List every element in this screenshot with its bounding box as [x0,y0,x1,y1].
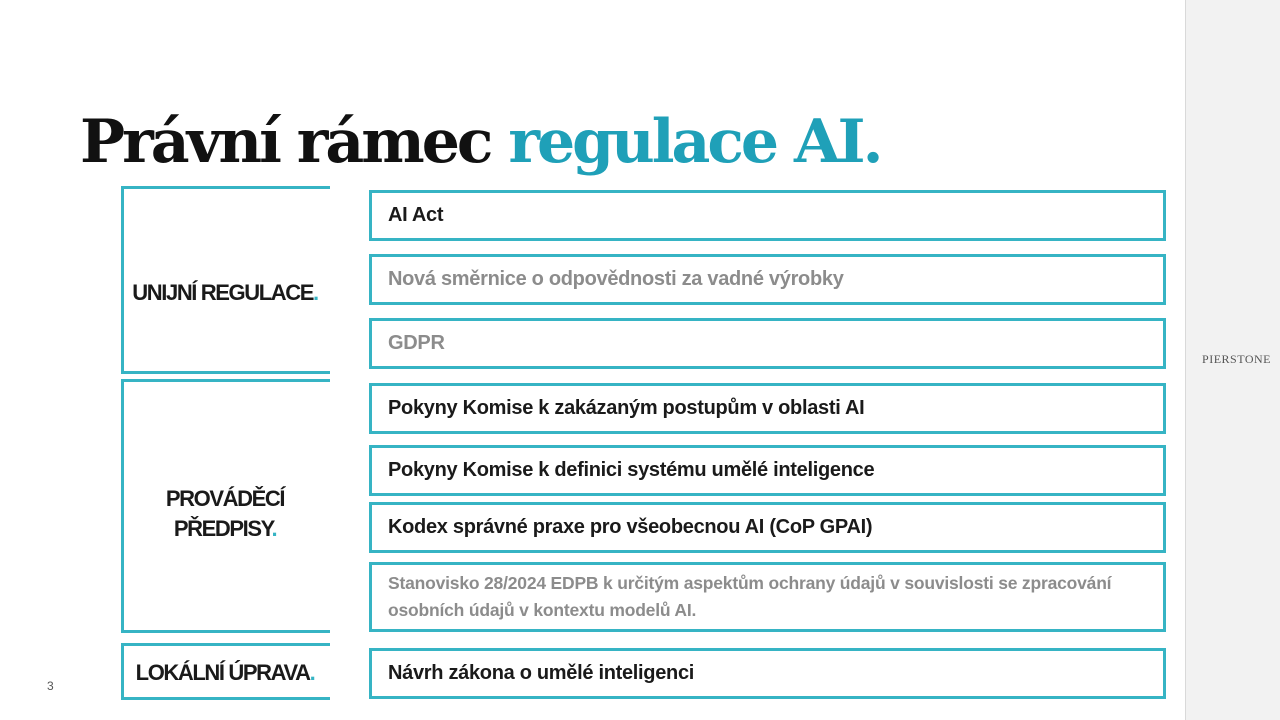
slide-title [80,104,881,180]
item-gpai-code-of-practice: Kodex správné praxe pro všeobecnou AI (CoP GPAI) [369,502,1166,553]
item-ai-act: AI Act [369,190,1166,241]
side-panel [1185,0,1280,720]
item-prohibited-practices-guidelines: Pokyny Komise k zakázaným postupům v oblasti AI [369,383,1166,434]
item-draft-ai-act-law: Návrh zákona o umělé inteligenci [369,648,1166,699]
pierstone-logo: PIERSTONE [1202,352,1271,366]
item-ai-definition-guidelines: Pokyny Komise k definici systému umělé inteligence [369,445,1166,496]
page-number: 3 [47,679,54,693]
title-accent: regulace AI. [508,107,881,177]
category-eu-regulation: UNIJNÍ REGULACE. [132,280,318,305]
item-product-liability-directive: Nová směrnice o odpovědnosti za vadné výrobky [369,254,1166,305]
category-implementing-rules: PROVÁDĚCÍ PŘEDPISY. [165,486,285,541]
category-local-regulation: LOKÁLNÍ ÚPRAVA. [135,660,315,685]
item-edpb-opinion: Stanovisko 28/2024 EDPB k určitým aspektům ochrany údajů v souvislosti se zpracování osobních údajů v kontextu modelů AI. [369,562,1166,632]
item-gdpr: GDPR [369,318,1166,369]
title-main: Právní rámec [80,107,491,177]
